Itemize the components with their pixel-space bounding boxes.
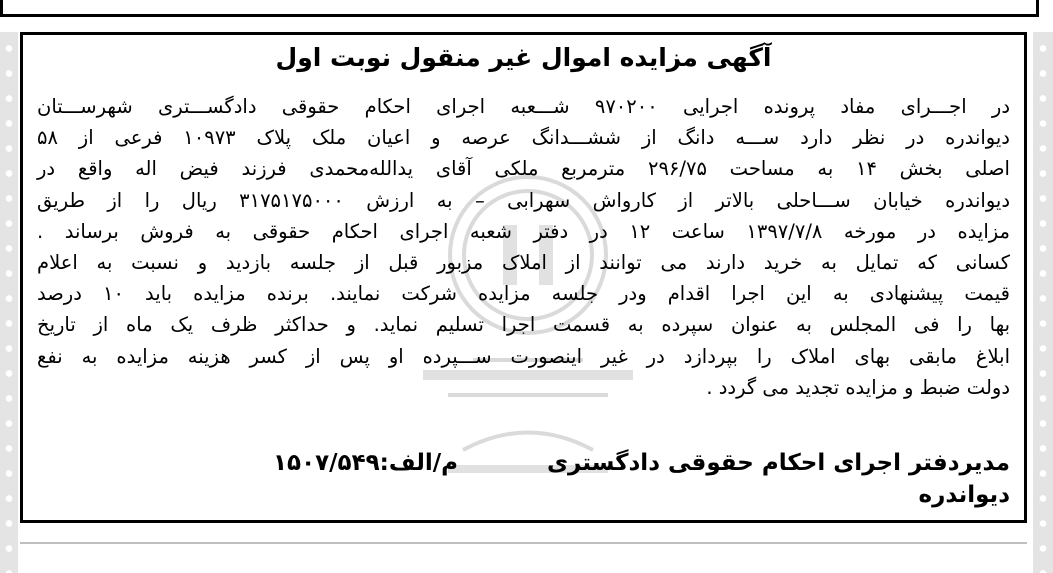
notice-title: آگهی مزایده اموال غیر منقول نوبت اول [275, 43, 772, 72]
signature-city: دیواندره [918, 482, 1010, 508]
reference-code: م/الف:۱۵۰۷/۵۴۹ [273, 450, 459, 476]
notice-line: دیواندره خیابان ســـاحلی بالاتر از کارواش سهرابی – به ارزش ۳۱۷۵۱۷۵۰۰۰ ریال را از طریق [37, 188, 1011, 212]
notice-line: کسانی که تمایل به خرید دارند می توانند از املاک مزبور قبل از جلسه بازدید و نسبت به اعلام [37, 251, 1010, 275]
notice-line: اصلی بخش ۱۴ به مساحت ۲۹۶/۷۵ مترمربع ملکی آقای یدالله‌محمدی فرزند فیض اله واقع در [37, 157, 1010, 181]
notice-line: ابلاغ مابقی بهای املاک را بپردازد در غیر اینصورت ســـپرده او پس از کسر هزینه مزایده به نفع [37, 344, 1010, 368]
perforated-margin-right [1033, 32, 1053, 573]
notice-line: دیواندره در نظر دارد ســـه دانگ از ششـــدانگ عرصه و اعیان ملک پلاک ۱۰۹۷۳ فرعی از ۵۸ [37, 126, 1010, 150]
notice-line: مزایده در مورخه ۱۳۹۷/۷/۸ ساعت ۱۲ در دفتر شعبه اجرای احکام حقوقی به فروش برساند . [37, 219, 1010, 243]
notice-line: در اجـــرای مفاد پرونده اجرایی ۹۷۰۲۰۰ شـــعبه اجرای احکام حقوقی دادگســـتری شهرســـتان [37, 95, 1010, 118]
notice-line: قیمت پیشنهادی به این اجرا اقدام ودر جلسه مزایده شرکت نمایند. برنده مزایده باید ۱۰ درصد [37, 282, 1010, 306]
notice-body [37, 91, 1010, 403]
notice-line: دولت ضبط و مزایده تجدید می گردد . [706, 375, 1010, 399]
previous-notice-border [0, 0, 1039, 17]
bottom-divider [20, 542, 1027, 544]
notice-line: بها را فی المجلس به عنوان سپرده به قسمت اجرا تسلیم نماید. و حداکثر ظرف یک ماه از تاریخ [37, 313, 1010, 337]
perforated-margin-left [0, 32, 18, 573]
signature-office: مدیردفتر اجرای احکام حقوقی دادگستری [546, 450, 1010, 476]
auction-notice [20, 32, 1027, 523]
